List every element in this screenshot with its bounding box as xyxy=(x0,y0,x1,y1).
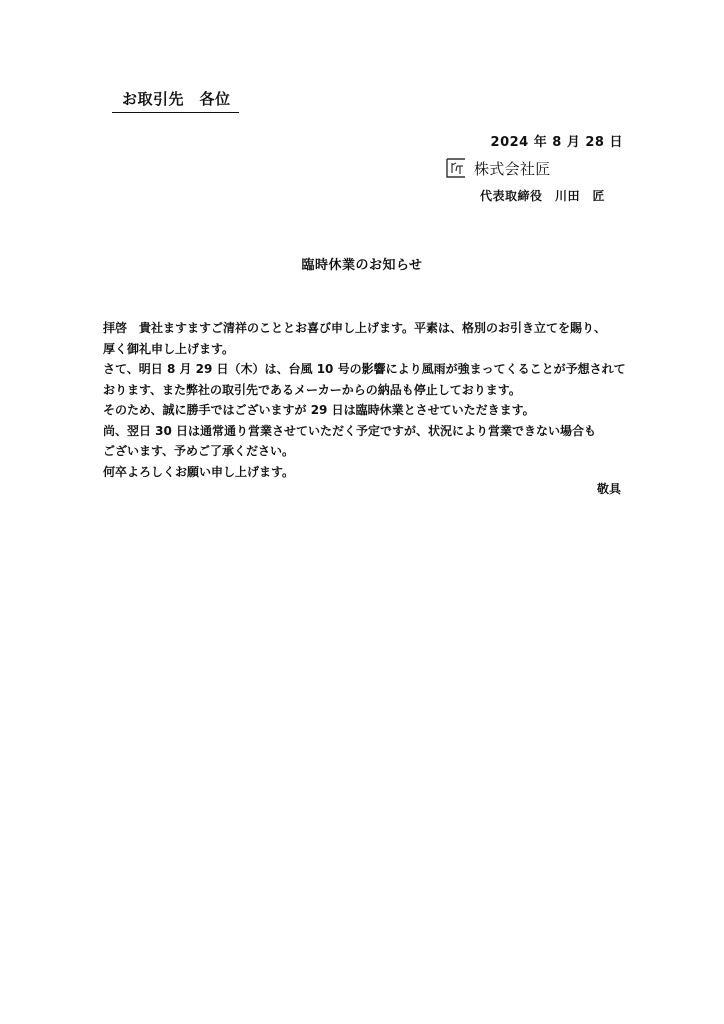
representative-name: 代表取締役 川田 匠 xyxy=(480,189,606,203)
addressee: お取引先 各位 xyxy=(112,88,239,113)
body-line: 厚く御礼申し上げます。 xyxy=(103,341,235,356)
company-logo-icon xyxy=(444,156,468,180)
body-line: さて、明日 8 月 29 日（木）は、台風 10 号の影響により風雨が強まってくることが予想されて xyxy=(103,362,626,376)
body-line: 拝啓 貴社ますますご清祥のこととお喜び申し上げます。平素は、格別のお引き立てを賜り、 xyxy=(103,321,607,335)
company-row xyxy=(444,156,644,180)
body-line: ございます、予めご了承ください。 xyxy=(103,444,295,458)
body-line: 何卒よろしくお願い申し上げます。 xyxy=(103,464,295,479)
body-line: 尚、翌日 30 日は通常通り営業させていただく予定ですが、状況により営業できない場合も xyxy=(103,423,597,438)
letter-date: 2024 年 8 月 28 日 xyxy=(490,135,623,150)
body-line: そのため、誠に勝手ではございますが 29 日は臨時休業とさせていただきます。 xyxy=(103,403,535,417)
sender-block xyxy=(444,156,644,204)
closing-remark: 敬具 xyxy=(596,482,621,496)
company-name: 株式会社匠 xyxy=(474,159,551,178)
letter-subject: 臨時休業のお知らせ xyxy=(301,258,423,273)
letter-body xyxy=(103,318,628,482)
body-line: おります、また弊社の取引先であるメーカーからの納品も停止しております。 xyxy=(103,382,521,397)
